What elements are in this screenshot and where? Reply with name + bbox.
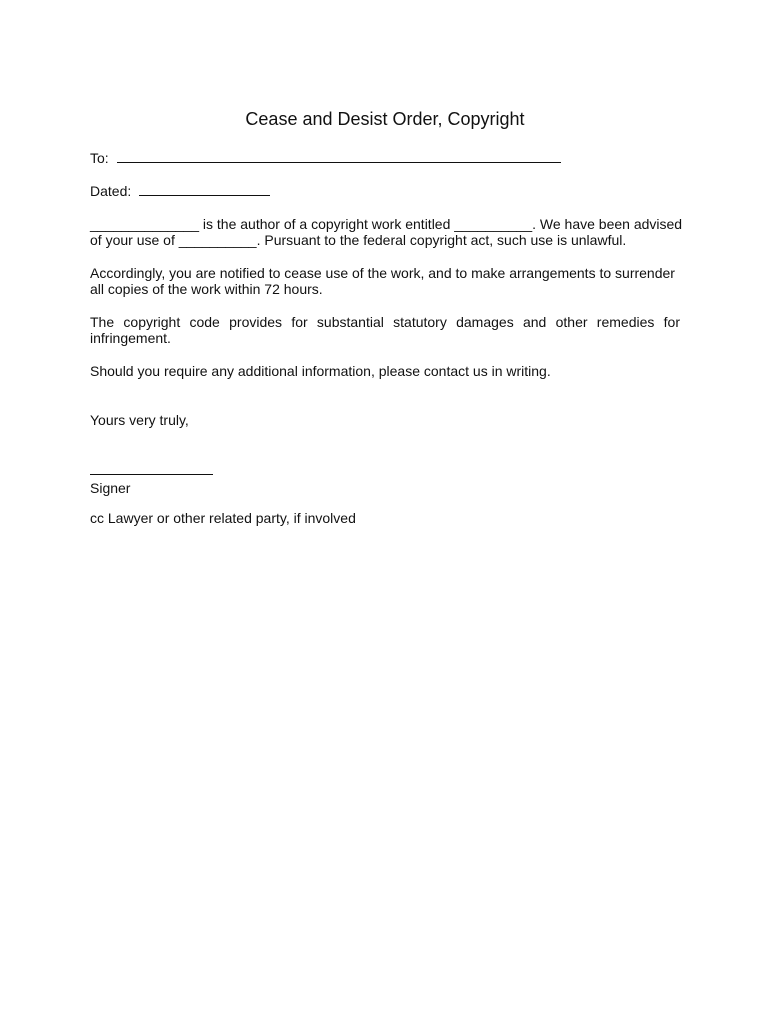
notice-paragraph: Accordingly, you are notified to cease use of the work, and to make arrangements to surrender all copies of the work within 72 hours. [90, 265, 675, 297]
to-line [90, 150, 680, 166]
signature-line[interactable] [90, 462, 213, 475]
author-paragraph-line-1 [90, 216, 683, 232]
use-blank[interactable]: __________ [178, 232, 257, 248]
dated-line [90, 183, 680, 199]
contact-paragraph: Should you require any additional information, please contact us in writing. [90, 363, 551, 379]
work-title-blank[interactable]: __________ [454, 216, 533, 232]
author-text-2: . We have been advised [532, 216, 683, 232]
to-label: To: [90, 150, 109, 166]
cc-line: cc Lawyer or other related party, if involved [90, 510, 356, 526]
author-text-4: . Pursuant to the federal copyright act, such use is unlawful. [256, 232, 627, 248]
to-blank-field[interactable] [117, 150, 561, 163]
author-text-1: is the author of a copyright work entitled [199, 216, 455, 232]
dated-label: Dated: [90, 183, 132, 199]
signature-block [90, 462, 680, 496]
dated-blank-field[interactable] [139, 183, 270, 196]
author-text-3: of your use of [90, 232, 179, 248]
signer-label: Signer [90, 480, 131, 496]
author-blank[interactable]: ______________ [90, 216, 200, 232]
document-title: Cease and Desist Order, Copyright [245, 109, 525, 129]
damages-paragraph: The copyright code provides for substantial statutory damages and other remedies for infringement. [90, 314, 680, 346]
author-paragraph [90, 216, 683, 248]
author-paragraph-line-2 [90, 232, 680, 248]
closing-line: Yours very truly, [90, 412, 189, 428]
